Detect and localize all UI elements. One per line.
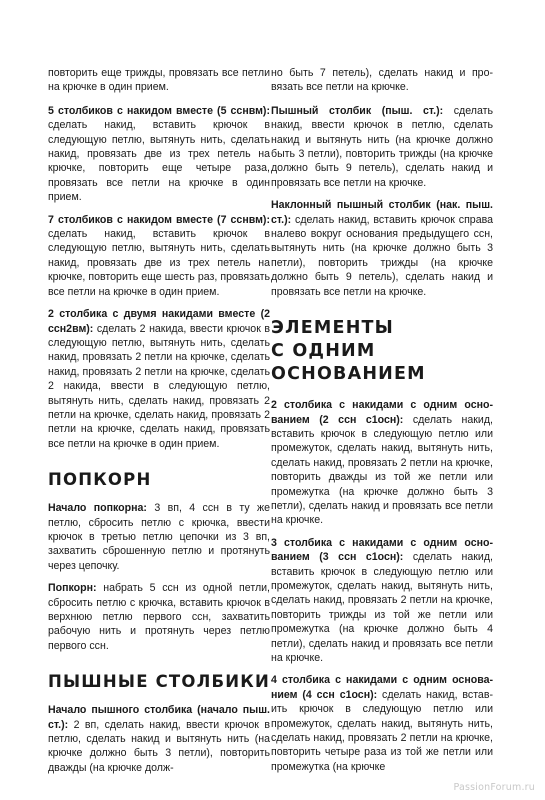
term-title: 3 столбика с накидами с одним основанием (3 ссн с1осн): bbox=[271, 536, 493, 564]
term-title: 7 столбиков с накидом вместе (7 сснвм): bbox=[48, 213, 270, 226]
left-column bbox=[48, 66, 270, 783]
term-title: 2 столбика с двумя накидами вместе (2 ссн2вм): bbox=[48, 308, 270, 335]
term-description: сделать накид, вставить крючок в следующую петлю или промежуток, сделать накид, вытянуть нить, сделать накид, провязать 2 петли на крючке, повторить дважды из той же петли или промежутка (на крючке должно быть 3 петли), сделать накид и провязать все петли на крючке. bbox=[271, 413, 493, 527]
popcorn-start bbox=[48, 501, 270, 573]
section-heading-single-base bbox=[271, 317, 493, 386]
term-title: 5 столбиков с накидом вместе (5 сснвм): bbox=[48, 104, 270, 117]
term-description: набрать 5 ссн из одной петли, сбросить петлю с крючка, вставить крючок в верхнюю петлю первого ссн, захватить рабочую нить и протянуть через петлю первого ссн. bbox=[48, 582, 270, 652]
term-title: 4 столбика с накидами с одним основанием (4 ссн с1осн): bbox=[271, 674, 493, 701]
term-description: сделать накид, вставить крючок справа налево вокруг основания предыдущего ссн, вытянуть нить (на крючке должно быть 3 петли), повторить трижды (на крючке должно быть 9 петель), сделать накид и провязать все петли на крючке. bbox=[271, 213, 493, 298]
term-description: сделать 2 накида, ввести крючок в следующую петлю, вытянуть нить, сделать накид, провязать 2 петли на крючке, сделать накид, провязать 2 петли на крючке, сделать 2 накида, ввести в следующую петлю, вытянуть нить, сделать накид, провязать 2 петли на крючке, сделать накид, провязать 2 петли на крючке, сделать накид, провязать все петли на крючке в один прием. bbox=[48, 322, 270, 450]
term-description: сделать накид, вставить крючок в следующую петлю или промежуток, сделать накид, вытянуть нить, сделать накид, провязать 2 петли на крючке, повторить четыре раза из той же петли или промежутка (на крючке bbox=[271, 688, 493, 773]
term-description: сделать накид, вставить крючок в следующую петлю, вытянуть нить, сделать накид, провязать две из трех петель на крючке, повторить еще шесть раз, провязать все петли на крючке в один прием. bbox=[48, 228, 270, 298]
term-title: Наклонный пышный столбик (нак. пыш. ст.): bbox=[271, 199, 493, 226]
term-title: 2 столбика с накидами с одним основанием (2 ссн с1осн): bbox=[271, 399, 493, 426]
stitch-3-dc-one-base bbox=[271, 536, 493, 666]
watermark: PassionForum.ru bbox=[453, 782, 535, 793]
section-heading-puff-stitches: ПЫШНЫЕ СТОЛБИКИ bbox=[48, 672, 270, 692]
right-paragraph-continued: но быть 7 петель), сделать накид и провязать все петли на крючке. bbox=[271, 67, 493, 94]
stitch-4-dc-one-base bbox=[271, 673, 493, 774]
term-description: 2 вп, сделать накид, ввести крючок в петлю, сделать накид и вытянуть нить (на крючке должно быть 3 петли), повторить дважды (на крючке долж- bbox=[48, 718, 270, 774]
term-description: сделать накид, вставить крючок в следующую петлю или промежуток, сделать накид, вытянуть нить, сделать накид, провязать 2 петли на крючке, повторить трижды из той же петли или промежутка (на крючке должно быть 4 петли), сделать накид и провязать все петли на крючке. bbox=[271, 551, 493, 664]
puff-stitch bbox=[271, 104, 493, 190]
section-heading-popcorn: ПОПКОРН bbox=[48, 470, 152, 490]
stitch-7-dc-together bbox=[48, 213, 270, 299]
section-heading-line-2: С ОДНИМ ОСНОВАНИЕМ bbox=[271, 341, 426, 385]
stitch-5-dc-together bbox=[48, 104, 270, 205]
term-title: Попкорн: bbox=[48, 582, 97, 595]
term-description: сделать накид, вставить крючок в следующую петлю, вытянуть нить, сделать накид, провязать две из трех петель на крючке, повторить еще четыре раза, провязать все петли на крючке в один прием. bbox=[48, 119, 270, 204]
left-paragraph-continued: повторить еще трижды, провязать все петли на крючке в один прием. bbox=[48, 67, 270, 94]
term-title: Начало попкорна: bbox=[48, 502, 147, 515]
term-title: Пышный столбик (пыш. ст.): bbox=[271, 104, 444, 117]
section-heading-line-1: ЭЛЕМЕНТЫ bbox=[271, 318, 395, 339]
slanted-puff-stitch bbox=[271, 198, 493, 299]
term-title: Начало пышного столбика (начало пыш. ст.): bbox=[48, 704, 270, 731]
term-description: сделать накид, ввести крючок в петлю, сделать накид и вытянуть нить (на крючке должно быть 3 петли), повторить трижды (на крючке должно быть 9 петель), сделать накид и провязать все петли на крючке. bbox=[271, 104, 493, 189]
popcorn bbox=[48, 581, 270, 653]
right-column bbox=[271, 66, 493, 782]
puff-stitch-start bbox=[48, 703, 270, 775]
stitch-2-dc-one-base bbox=[271, 398, 493, 528]
term-description: 3 вп, 4 ссн в ту же петлю, сбросить петлю с крючка, ввести крючок в третью петлю цепочки из 3 вп, захватить сброшенную петлю и протянуть через цепочку. bbox=[48, 502, 270, 572]
stitch-2-tr-together bbox=[48, 307, 270, 451]
